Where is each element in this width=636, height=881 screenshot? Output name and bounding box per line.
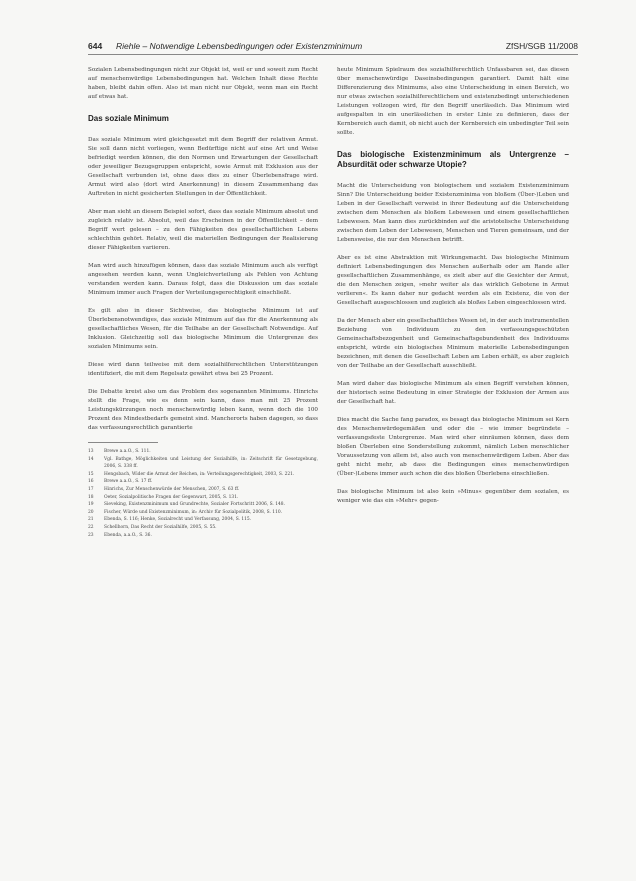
page-number: 644 xyxy=(88,41,103,51)
paragraph: Man wird daher das biologische Minimum als einen Begriff verstehen können, der historisch seine Bedeutung in einer Strategie der Exklusion der Armen aus der Gesellschaft hat. xyxy=(337,381,569,405)
footnote-number: 21 xyxy=(88,517,94,523)
footnotes xyxy=(88,448,318,539)
paragraph: Die Debatte kreist also um das Problem des sogenannten Minimums. Hinrichs stellt die Frage, wie es denn sein kann, dass man mit 25 Prozent Leistungskürzungen noch menschenwürdig leben kann, wenn doch die 100 Prozent des Mindestbedarfs gemeint sind. Mancherorts haben dagegen, so dass das verfassungsrechtlich garantierte xyxy=(88,389,318,431)
paragraph: Aber man sieht an diesem Beispiel sofort, dass das soziale Minimum absolut und zugleich relativ ist. Absolut, weil das Erscheinen in der Öffentlichkeit – dem Begriff wert gelesen – zu den Fähigkeiten des gesellschaftlichen Lebens schlechthin gehört. Relativ, weil die materiellen Bedingungen der Realisierung dieser Fähigkeiten variieren. xyxy=(88,209,318,251)
footnote xyxy=(88,532,318,540)
footnote-number: 22 xyxy=(88,524,94,530)
footnote xyxy=(88,478,318,486)
footnote-number: 23 xyxy=(88,532,94,538)
footnote-number: 16 xyxy=(88,479,94,485)
footnote-text: Hengsbach, Wider die Armut der Reichen, in: Verteilungsgerechtigkeit, 2003, S. 221. xyxy=(104,471,295,477)
footnote-number: 15 xyxy=(88,471,94,477)
footnote-text: Schellhorn, Das Recht der Sozialhilfe, 2005, S. 55. xyxy=(104,524,217,530)
footnote xyxy=(88,456,318,471)
footnote xyxy=(88,494,318,502)
right-column xyxy=(337,66,569,515)
section-heading: Das biologische Existenzminimum als Untergrenze – Absurdität oder schwarze Utopie? xyxy=(337,150,569,169)
footnote xyxy=(88,501,318,509)
paragraph: Aber es ist eine Abstraktion mit Wirkungsmacht. Das biologische Minimum definiert Lebensbedingungen des Menschen außerhalb oder am Rande aller gesellschaftlichen Zusammenhänge, es zielt aber auf die Gesichter der Armut, die den Menschen zeigen, »mehr weiter als das wirklich Gebotene in Armut verlieren«. Es kann daher nur gedacht werden als ein Existenz, die von der Gesellschaft ausgeschlossen und zugleich als bloßes Leben eingeschlossen wird. xyxy=(337,255,569,306)
footnote-number: 20 xyxy=(88,509,94,515)
journal-reference: ZfSH/SGB 11/2008 xyxy=(505,41,578,51)
footnote-number: 14 xyxy=(88,456,94,462)
paragraph: Da der Mensch aber ein gesellschaftliches Wesen ist, in der auch instrumentellen Beziehung von Individuum zu den verfassungsgeschützten Gemeinschaftsbezogenheit und Gemeinschaftsgebundenheit des Individuums entspricht, würde ein biologisches Minimum materielle Lebensbedingungen bezeichnen, mit denen die Gesellschaft Leben am Leben erhält, es aber zugleich von der Teilhabe an der Gesellschaft ausschließt. xyxy=(337,318,569,369)
footnote-text: Ebenda, S. 116; Henke, Sozialrecht und Verfassung, 2004, S. 115. xyxy=(104,517,252,523)
paragraph: Das biologische Minimum ist also kein »Minus« gegenüber dem sozialen, es weniger wie das ein »Mehr« gegen- xyxy=(337,489,569,504)
footnote-text: Vgl. Bathge, Möglichkeiten und Leistung der Sozialhilfe, in: Zeitschrift für Gesetzgebung, 2006, S. 338 ff. xyxy=(104,456,318,470)
footnote-number: 18 xyxy=(88,494,94,500)
footnote-text: Oeter, Sozialpolitische Fragen der Gegenwart, 2005, S. 131. xyxy=(104,494,239,500)
footnote-divider xyxy=(88,442,158,443)
footnote-text: Brewe a.a.O., S. 17 ff. xyxy=(104,479,153,485)
footnote-text: Sieveking, Existenzminimum und Grundrechte, Sozialer Fortschritt 2006, S. 148. xyxy=(104,502,285,508)
footnote xyxy=(88,448,318,456)
left-column xyxy=(88,66,318,539)
footnote-text: Fischer, Würde und Existenzminimum, in: Archiv für Sozialpolitik, 2008, S. 110. xyxy=(104,509,283,515)
paragraph: Sozialen Lebensbedingungen nicht zur Objekt ist, weil er und soweit zum Recht auf menschenwürdige Lebensbedingungen hat. Welchen Inhalt diese Rechte haben, bleibt dahin offen. Also ist man nicht nur Objekt, wenn man ein Recht auf etwas hat. xyxy=(88,67,318,100)
footnote-text: Brewe a.a.O., S. 111. xyxy=(104,449,151,454)
paragraph: Macht die Unterscheidung von biologischem und sozialem Existenzminimum Sinn? Die Unterscheidung beider Existenzminima von bloßem (Über-)Leben und Leben in der Gesellschaft verweist in ihrer Bedeutung auf die Unterscheidung zwischen dem Menschen als bloßem Lebewesen und einem gesellschaftlichen Lebewesen. Man kann dies zurückbinden auf die aristotelische Unterscheidung zwischen dem Leben der Lebewesen, Menschen und Tieren gemeinsam, und der Lebensweise, die nur den Menschen betrifft. xyxy=(337,183,569,243)
section-heading: Das soziale Minimum xyxy=(88,114,169,123)
running-head xyxy=(88,40,578,55)
footnote-text: Ebenda, a.a.O., S. 36. xyxy=(104,532,152,538)
footnote xyxy=(88,524,318,532)
footnote-number: 13 xyxy=(88,449,94,454)
paragraph: Man wird auch hinzufügen können, dass das soziale Minimum auch als verfügt angesehen werden kann, wenn Ungleichverteilung als Fehlen von Achtung verstanden werden kann. Daraus folgt, dass die Diskussion um das soziale Minimum immer auch Fragen der Verteilungsgerechtigkeit einschließt. xyxy=(88,263,318,296)
paragraph: Das soziale Minimum wird gleichgesetzt mit dem Begriff der relativen Armut. Sie soll dann nicht vorliegen, wenn Bedürftige nicht auf eine Art und Weise befriedigt werden können, die den Normen und Erwartungen der Gesellschaft oder jeweiliger Bezugsgruppen entspricht, sowie Armut mit Exklusion aus der Gesellschaft verbunden ist, ohne dass dies zu einer Überlebensfrage wird. Armut wird also (dort wird Anerkennung) in diesem Zusammenhang das Auftreten in nicht gesicherten Stellungen in der Öffentlichkeit. xyxy=(88,137,318,197)
footnote xyxy=(88,471,318,479)
footnote xyxy=(88,509,318,517)
paragraph: Diese wird dann teilweise mit dem sozialhilferechtlichen Unterstützungen identifiziert, die mit dem Regelsatz gewährt etwa bei 25 Prozent. xyxy=(88,362,318,377)
running-title: Riehle – Notwendige Lebensbedingungen oder Existenzminimum xyxy=(116,41,363,51)
paragraph: Dies macht die Sache fang paradox, es besagt das biologische Minimum sei Kern des Menschenwürdegemäßen und oder die – wie immer begründete – verfassungsfeste Untergrenze. Man wird eher einräumen können, dass dem bloßen Überleben eine Sonderstellung zukommt, nämlich Leben menschlicher Voraussetzung von allem ist, also auch von menschenwürdigem Leben. Aber das geht nicht mehr, ab dass die Bedingungen eines menschenwürdigen (Über-)Lebens immer auch schon die des bloßen Überlebens einschließen. xyxy=(337,417,569,477)
footnote xyxy=(88,516,318,524)
footnote-text: Hinrichs, Zur Menschenwürde der Menschen, 2007, S. 63 ff. xyxy=(104,486,240,492)
paragraph: heute Minimum Spielraum des sozialhilferechtlich Unfassbaren sei, das diesen über menschenwürdige Daseinsbedingungen garantiert. Damit hält eine Differenzierung des Minimums, also eine Unterscheidung in einen Bereich, wo nur etwas zwischen sozialhilferechtlichem und existenzbedingt unterschiedenen Leistungen vollzogen wird, für den Begriff unerlässlich. Das Minimum wird aufgespalten in ein unerlässlichen in erster Linie zu definieren, dass der Kernbereich auch damit, ob nicht auch der Kernbereich ein unbedingter Teil sein sollte. xyxy=(337,67,569,136)
paragraph: Es gilt also in dieser Sichtweise, das biologische Minimum ist auf Überlebensnotwendiges, das soziale Minimum auf das für die Anerkennung als gesellschaftliches Wesen, für die Teilhabe an der Gesellschaft Notwendige. Auf Inklusion. Gleichzeitig soll das biologische Minimum die Untergrenze des sozialen Minimums sein. xyxy=(88,308,318,350)
footnote-number: 17 xyxy=(88,486,94,492)
footnote xyxy=(88,486,318,494)
footnote-number: 19 xyxy=(88,502,94,508)
